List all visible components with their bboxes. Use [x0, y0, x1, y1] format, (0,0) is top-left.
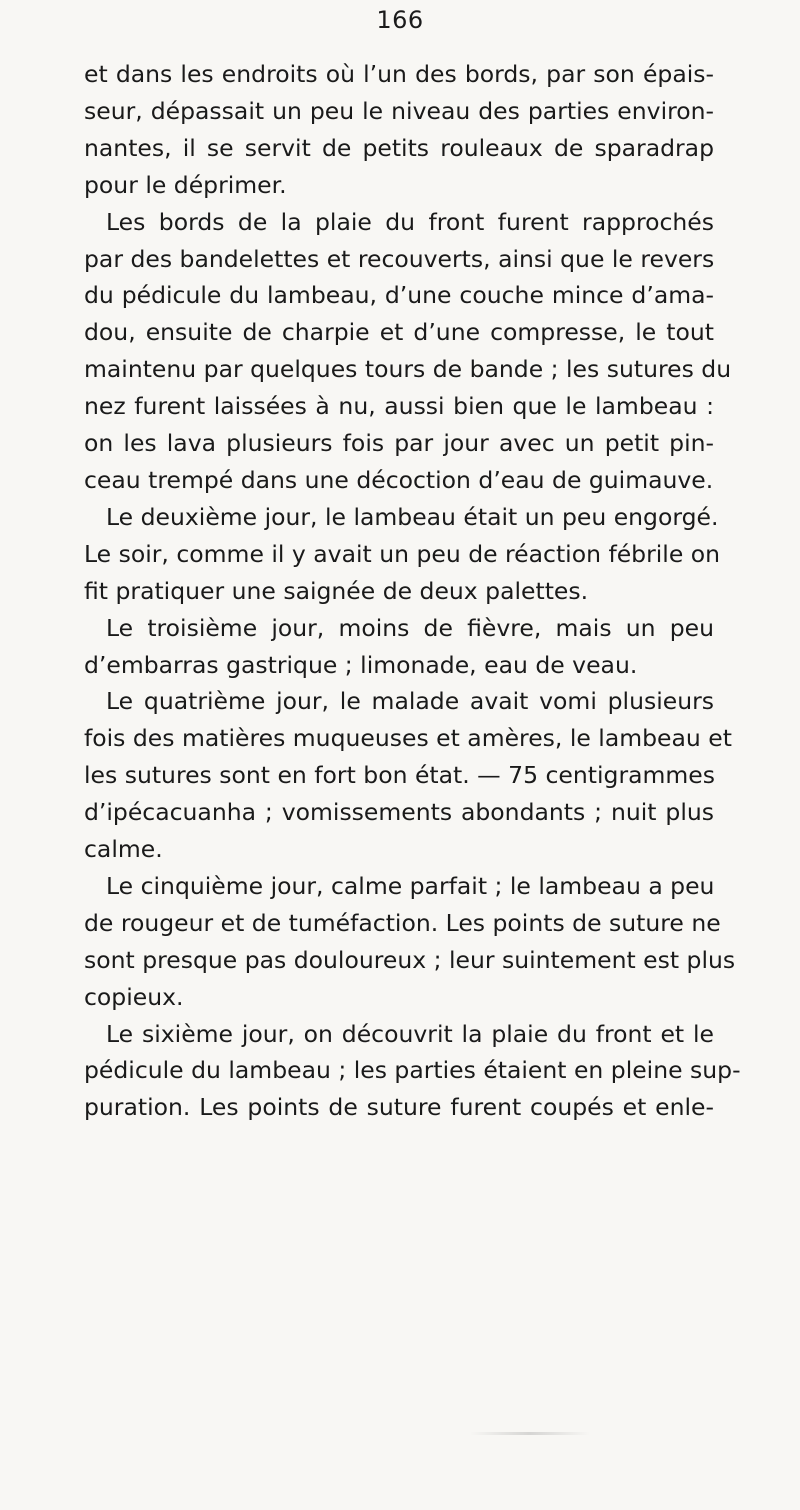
- text-line: Le soir, comme il y avait un peu de réaction fébrile on: [84, 539, 721, 568]
- text-line: fois des matières muqueuses et amères, le lambeau et: [84, 724, 732, 753]
- text-line: pédicule du lambeau ; les parties étaient en pleine sup-: [84, 1056, 741, 1085]
- text-line: nez furent laissées à nu, aussi bien que le lambeau :: [84, 392, 714, 421]
- text-line: ceau trempé dans une décoction d’eau de guimauve.: [84, 465, 714, 494]
- text-line: Le cinquième jour, calme parfait ; le lambeau a peu: [106, 871, 715, 900]
- text-line: puration. Les points de suture furent coupés et enle-: [84, 1093, 714, 1122]
- text-line: du pédicule du lambeau, d’une couche mince d’ama-: [84, 281, 714, 310]
- body-text: [84, 56, 741, 1126]
- text-line: on les lava plusieurs fois par jour avec un petit pin-: [84, 429, 714, 458]
- text-line: nantes, il se servit de petits rouleaux de sparadrap: [84, 133, 714, 162]
- text-line: les sutures sont en fort bon état. — 75 centigrammes: [84, 761, 715, 790]
- text-line: sont presque pas douloureux ; leur suintement est plus: [84, 945, 736, 974]
- text-line: par des bandelettes et recouverts, ainsi que le revers: [84, 244, 715, 273]
- text-line: fit pratiquer une saignée de deux palettes.: [84, 576, 589, 605]
- text-line: maintenu par quelques tours de bande ; les sutures du: [84, 355, 732, 384]
- text-line: d’ipécacuanha ; vomissements abondants ; nuit plus: [84, 798, 714, 827]
- text-line: Le deuxième jour, le lambeau était un peu engorgé.: [106, 502, 719, 531]
- text-line: seur, dépassait un peu le niveau des parties environ-: [84, 96, 714, 125]
- text-line: Le troisième jour, moins de fièvre, mais un peu: [106, 613, 714, 642]
- text-line: Le sixième jour, on découvrit la plaie du front et le: [106, 1019, 714, 1048]
- page-number: 166: [376, 6, 424, 34]
- text-line: calme.: [84, 835, 163, 864]
- text-line: pour le déprimer.: [84, 170, 287, 199]
- text-line: dou, ensuite de charpie et d’une compresse, le tout: [84, 318, 714, 347]
- text-line: et dans les endroits où l’un des bords, par son épais-: [84, 60, 714, 88]
- text-line: d’embarras gastrique ; limonade, eau de veau.: [84, 650, 638, 679]
- text-line: copieux.: [84, 982, 184, 1011]
- text-line: de rougeur et de tuméfaction. Les points de suture ne: [84, 908, 721, 937]
- text-line: Le quatrième jour, le malade avait vomi plusieurs: [106, 687, 714, 716]
- text-line: Les bords de la plaie du front furent rapprochés: [106, 207, 714, 236]
- paper-smudge: [470, 1432, 590, 1435]
